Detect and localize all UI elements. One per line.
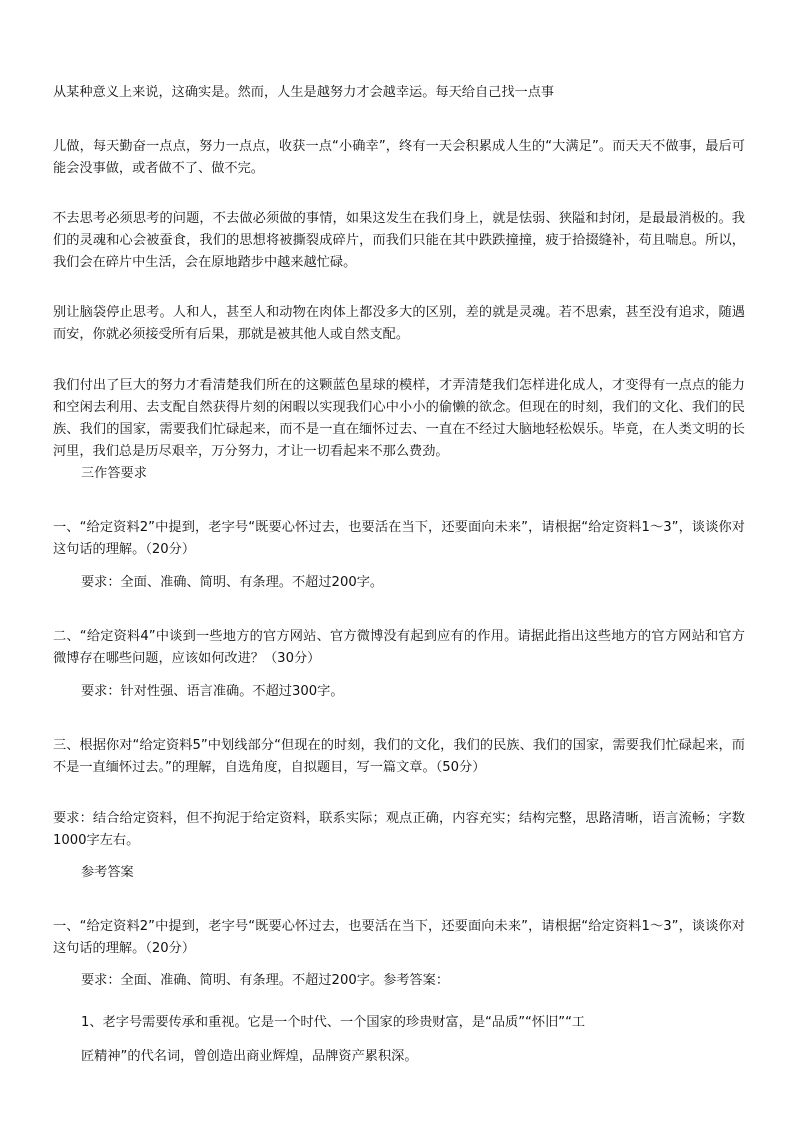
question-3-requirement: 要求：结合给定资料，但不拘泥于给定资料，联系实际；观点正确，内容充实；结构完整，思路清晰，语言流畅；字数1000字左右。 — [53, 811, 745, 848]
paragraph-intro-line: 从某种意义上来说，这确实是。然而，人生是越努力才会越幸运。每天给自己找一点事 — [53, 85, 555, 100]
answer-point-1-continued: 匠精神”的代名词，曾创造出商业辉煌，品牌资产累积深。 — [81, 1049, 418, 1064]
paragraph-daily-effort: 儿做，每天勤奋一点点，努力一点点，收获一点“小确幸”，终有一天会积累成人生的“大满足”。而天天不做事，最后可能会没事做，或者做不了、做不完。 — [53, 139, 745, 176]
section-heading-requirements: 三作答要求 — [81, 466, 147, 481]
answer-question-1-requirement: 要求：全面、准确、简明、有条理。不超过200字。参考答案： — [81, 973, 450, 988]
paragraph-human-effort: 我们付出了巨大的努力才看清楚我们所在的这颗蓝色星球的模样，才弄清楚我们怎样进化成人，才变得有一点点的能力和空闲去利用、去支配自然获得片刻的闲暇以实现我们心中小小的偷懒的欲念。但现在的时刻，我们的文化、我们的民族、我们的国家，需要我们忙碌起来，而不是一直在缅怀过去、一直在不经过大脑地轻松娱乐。毕竟，在人类文明的长河里，我们总是历尽艰辛，万分努力，才让一切看起来不那么费劲。 — [53, 378, 745, 459]
question-2-requirement: 要求：针对性强、语言准确。不超过300字。 — [81, 684, 344, 699]
question-3: 三、根据你对“给定资料5”中划线部分“但现在的时刻，我们的文化，我们的民族、我们的国家，需要我们忙碌起来，而不是一直缅怀过去。”的理解，自选角度，自拟题目，写一篇文章。（50分） — [53, 738, 745, 775]
question-1-requirement: 要求：全面、准确、简明、有条理。不超过200字。 — [81, 575, 384, 590]
question-2: 二、“给定资料4”中谈到一些地方的官方网站、官方微博没有起到应有的作用。请据此指出这些地方的官方网站和官方微博存在哪些问题，应该如何改进？（30分） — [53, 629, 745, 666]
answer-point-1: 1、老字号需要传承和重视。它是一个时代、一个国家的珍贵财富，是“品质”“怀旧”“工 — [81, 1015, 586, 1030]
paragraph-think-and-do: 不去思考必须思考的问题，不去做必须做的事情，如果这发生在我们身上，就是怯弱、狭隘和封闭，是最最消极的。我们的灵魂和心会被蚕食，我们的思想将被撕裂成碎片，而我们只能在其中跌跌撞撞，疲于拾掇缝补，苟且喘息。所以，我们会在碎片中生活，会在原地踏步中越来越忙碌。 — [53, 211, 745, 270]
answer-question-1: 一、“给定资料2”中提到，老字号“既要心怀过去，也要活在当下，还要面向未来”，请根据“给定资料1～3”，谈谈你对这句话的理解。（20分） — [53, 919, 745, 956]
section-heading-answers: 参考答案 — [81, 865, 134, 880]
paragraph-keep-thinking: 别让脑袋停止思考。人和人，甚至人和动物在肉体上都没多大的区别，差的就是灵魂。若不思索，甚至没有追求，随遇而安，你就必须接受所有后果，那就是被其他人或自然支配。 — [53, 305, 745, 342]
question-1: 一、“给定资料2”中提到，老字号“既要心怀过去，也要活在当下，还要面向未来”，请根据“给定资料1～3”，谈谈你对这句话的理解。（20分） — [53, 520, 745, 557]
